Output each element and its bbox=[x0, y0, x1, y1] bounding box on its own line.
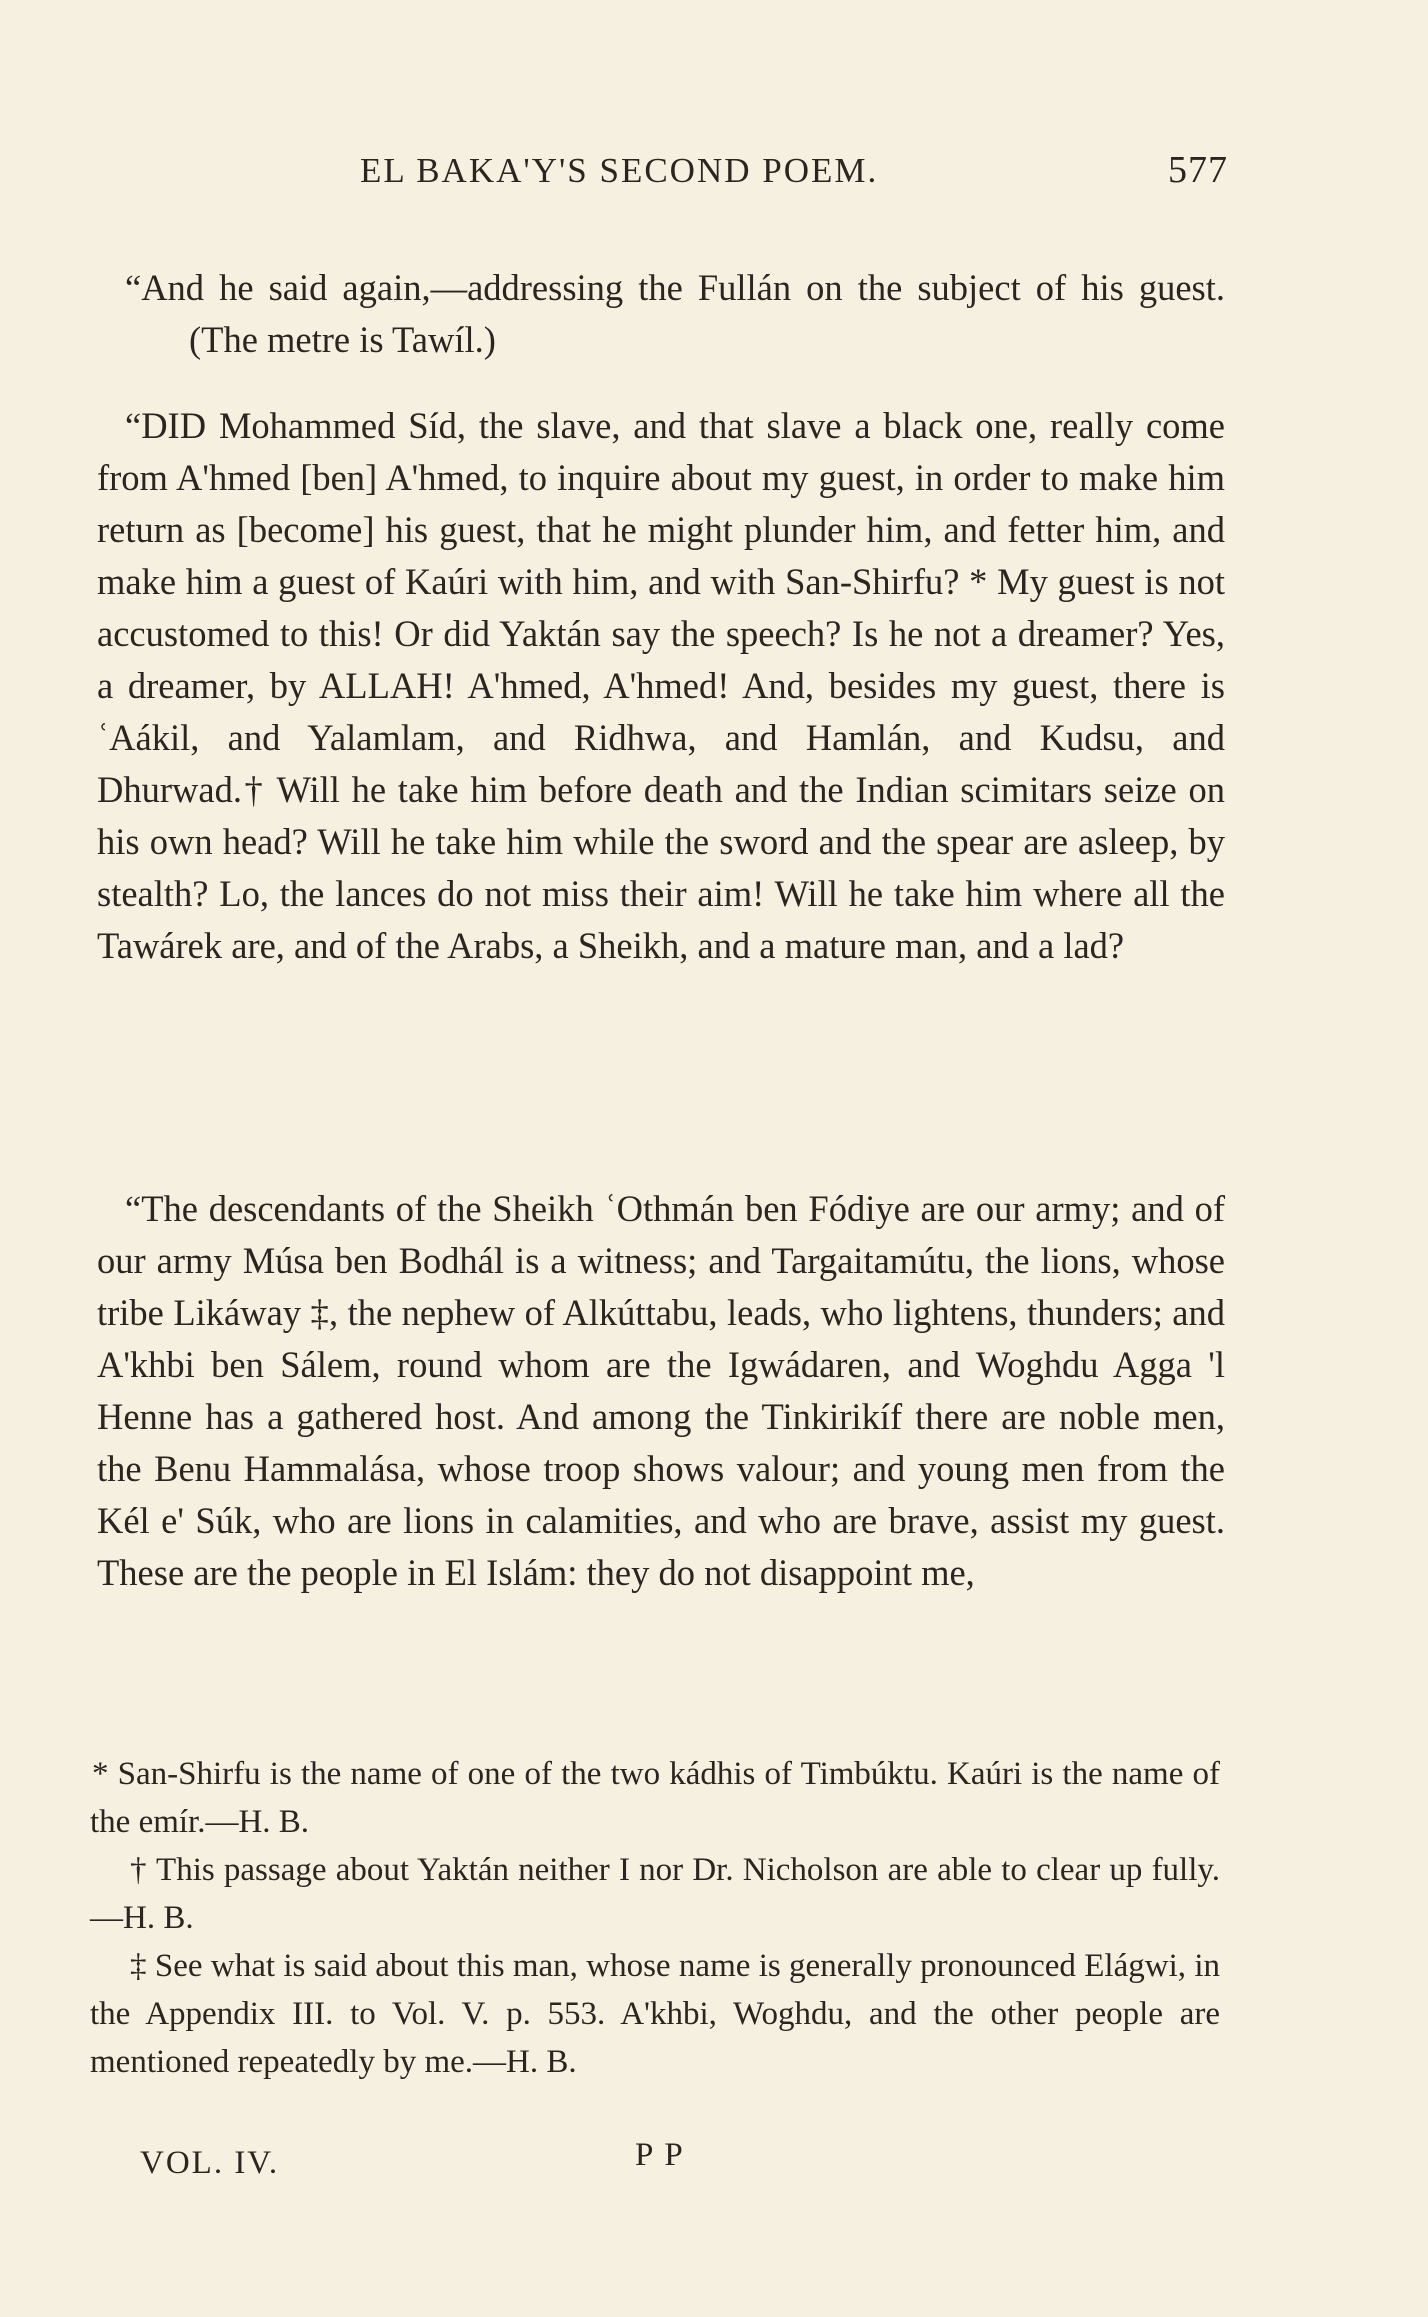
page-number: 577 bbox=[1168, 149, 1228, 191]
poem-block-2 bbox=[97, 1183, 1225, 1599]
poem-block-1 bbox=[97, 400, 1225, 972]
poem-paragraph-2: “The descendants of the Sheikh ʿOthmán ben Fódiye are our army; and of our army Músa ben Bodhál is a witness; and Targaitamútu, the lions, whose tribe Likáway ‡, the nephew of Alkúttabu, leads, who lightens, thunders; and A'khbi ben Sálem, round whom are the Igwádaren, and Woghdu Agga 'l Henne has a gathered host. And among the Tinkirikíf there are noble men, the Benu Hammalása, whose troop shows valour; and young men from the Kél e' Súk, who are lions in calamities, and who are brave, assist my guest. These are the people in El Islám: they do not disappoint me, bbox=[97, 1188, 1225, 1593]
footnote-3: ‡ See what is said about this man, whose name is generally pronounced Elágwi, in the Appendix III. to Vol. V. p. 553. A'khbi, Woghdu, and the other people are mentioned repeatedly by me.—H. B. bbox=[90, 1948, 1220, 2080]
poem-paragraph-1: “DID Mohammed Síd, the slave, and that slave a black one, really come from A'hmed [ben] A'hmed, to inquire about my guest, in order to make him return as [become] his guest, that he might plunder him, and fetter him, and make him a guest of Kaúri with him, and with San-Shirfu? * My guest is not accustomed to this! Or did Yaktán say the speech? Is he not a dreamer? Yes, a dreamer, by ALLAH! A'hmed, A'hmed! And, besides my guest, there is ʿAákil, and Yalamlam, and Ridhwa, and Hamlán, and Kudsu, and Dhurwad.† Will he take him before death and the Indian scimitars seize on his own head? Will he take him while the sword and the spear are asleep, by stealth? Lo, the lances do not miss their aim! Will he take him where all the Tawárek are, and of the Arabs, a Sheikh, and a mature man, and a lad? bbox=[97, 405, 1225, 966]
footnote-1: * San-Shirfu is the name of one of the two kádhis of Timbúktu. Kaúri is the name of the emír.—H. B. bbox=[90, 1756, 1220, 1840]
intro-paragraph: “And he said again,—addressing the Fullán on the subject of his guest. (The metre is Tawíl.) bbox=[125, 267, 1225, 360]
footnote-2: † This passage about Yaktán neither I nor Dr. Nicholson are able to clear up fully.—H. B. bbox=[90, 1852, 1220, 1936]
intro-block bbox=[97, 262, 1225, 366]
signature-mark: P P bbox=[635, 2137, 685, 2173]
running-header bbox=[360, 148, 1228, 192]
running-title: EL BAKA'Y'S SECOND POEM. bbox=[360, 151, 879, 190]
footnotes bbox=[90, 1750, 1220, 2086]
volume-label: VOL. IV. bbox=[140, 2145, 280, 2181]
